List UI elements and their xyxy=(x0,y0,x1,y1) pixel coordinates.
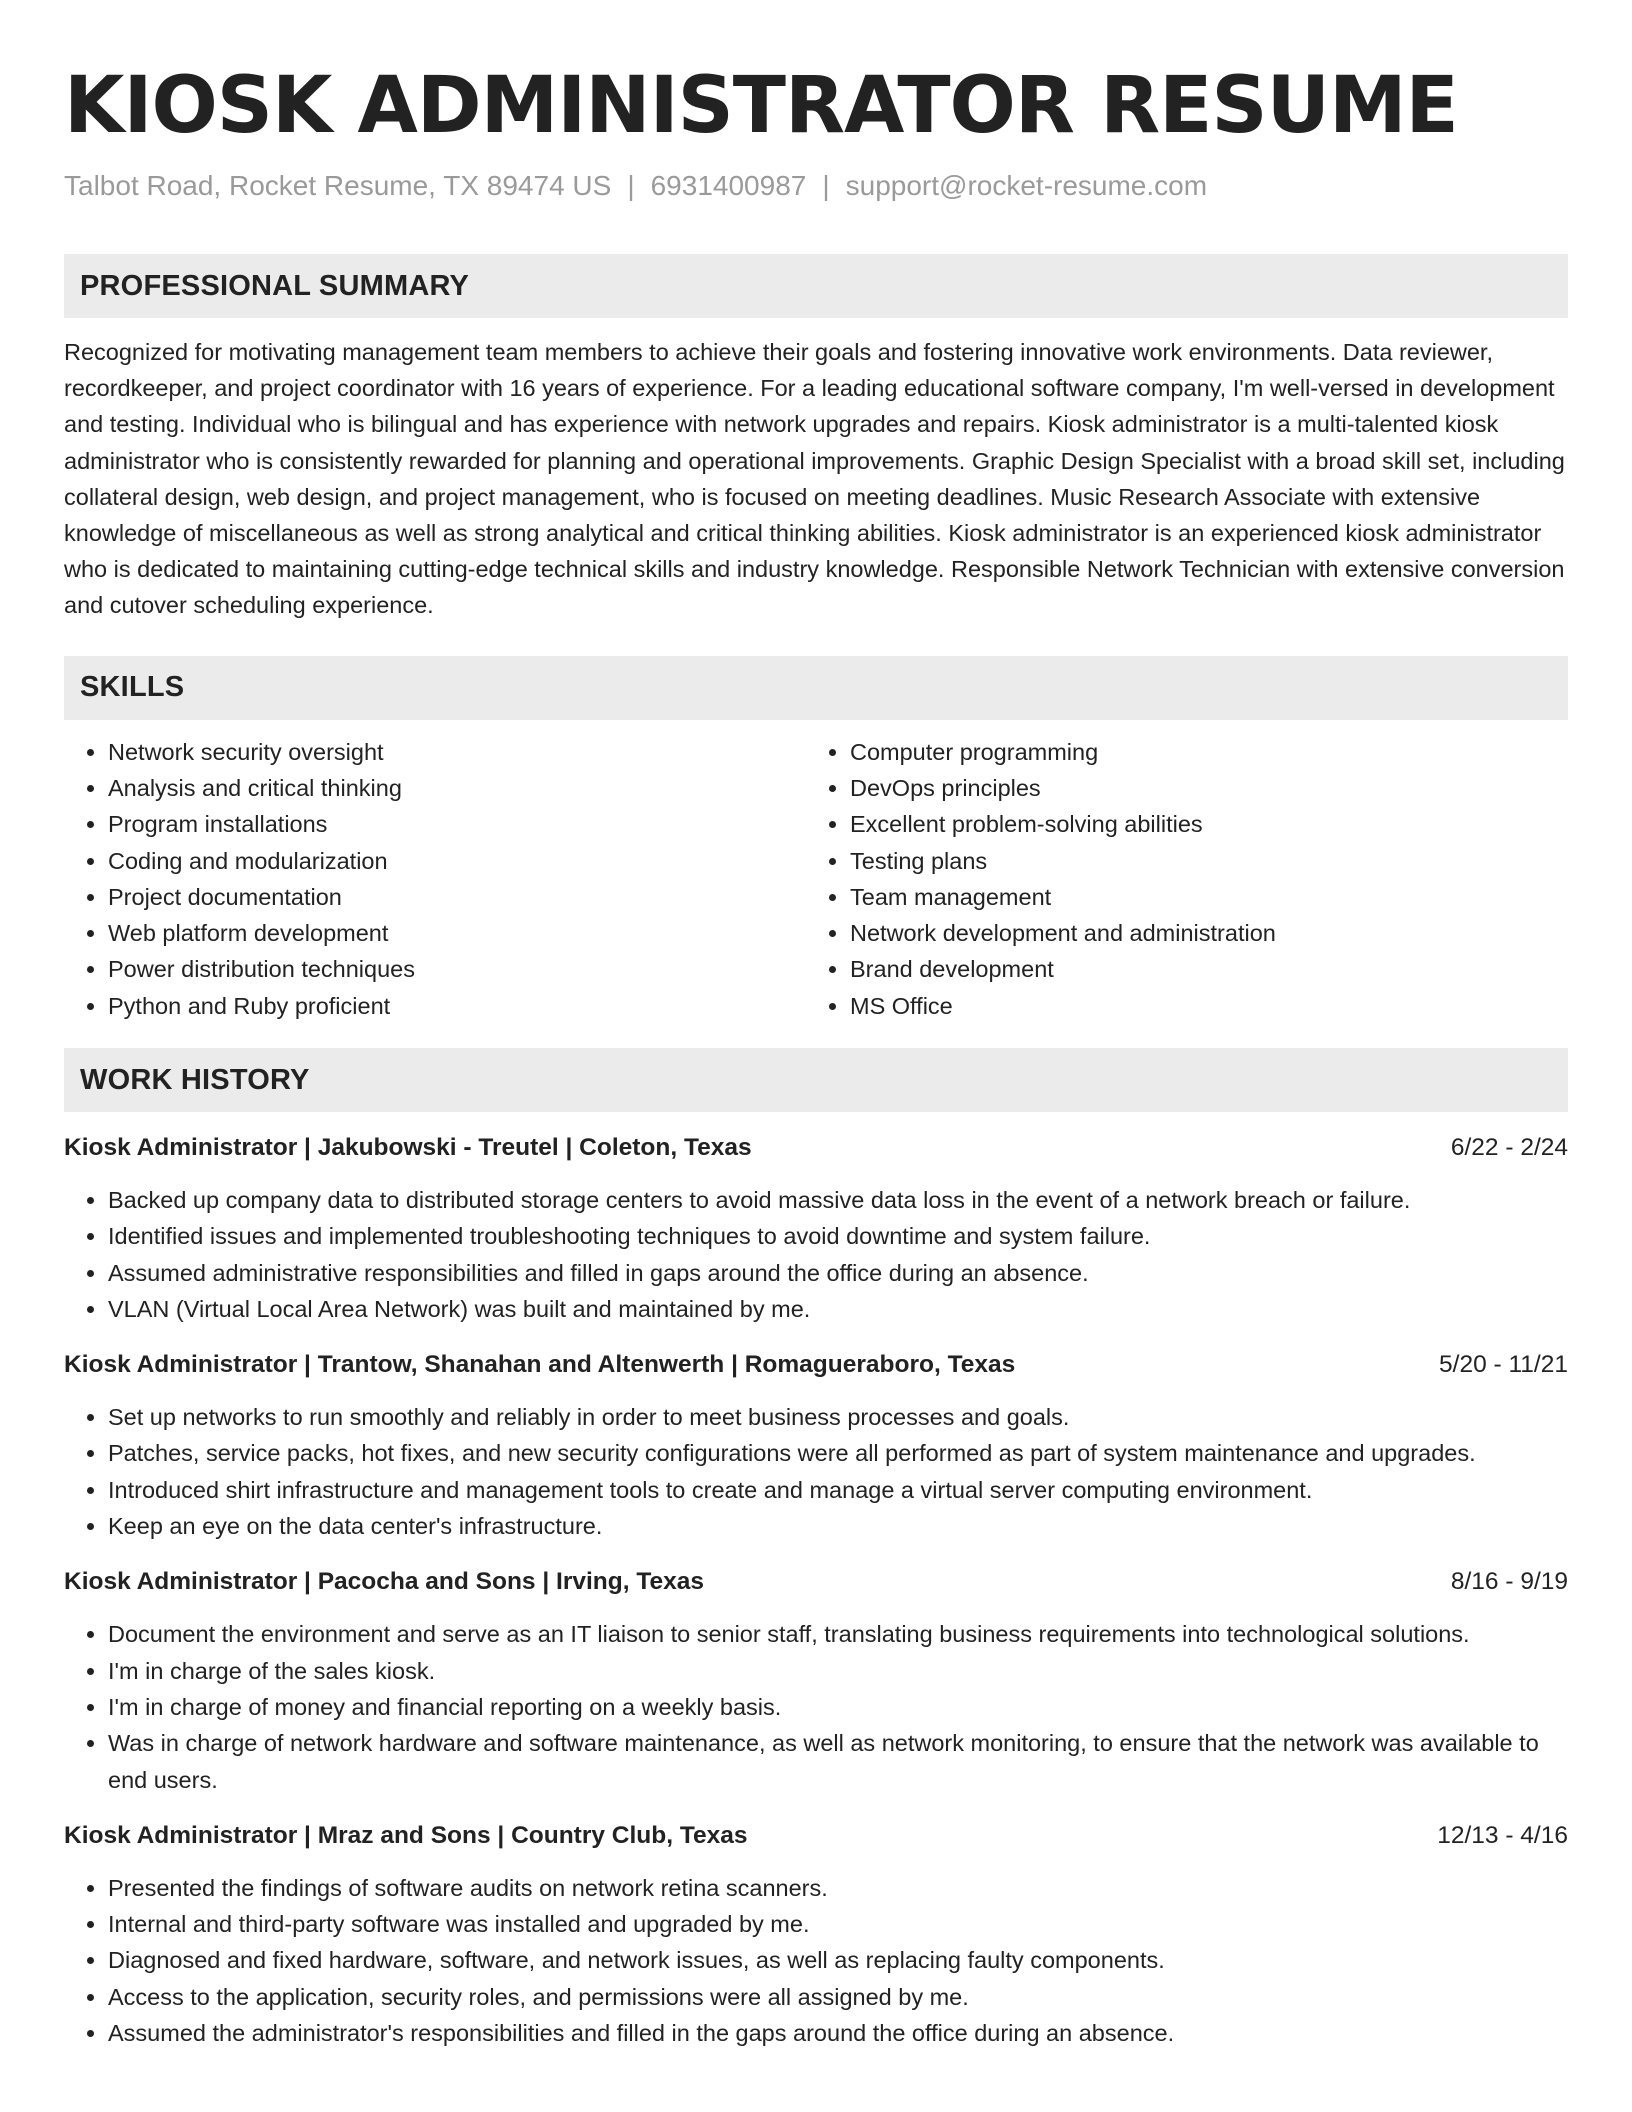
job-bullet: • Assumed the administrator's responsibilities and filled in the gaps around the office during an absence. xyxy=(108,2015,1568,2051)
summary-text: Recognized for motivating management team members to achieve their goals and fostering innovative work environments. Data reviewer, recordkeeper, and project coordinator with 16 years of experience. For a leading educational software company, I'm well-versed in development and testing. Individual who is bilingual and has experience with network upgrades and repairs. Kiosk administrator is a multi-talented kiosk administrator who is consistently rewarded for planning and operational improvements. Graphic Design Specialist with a broad skill set, including collateral design, web design, and project management, who is focused on meeting deadlines. Music Research Associate with extensive knowledge of miscellaneous as well as strong analytical and critical thinking abilities. Kiosk administrator is an experienced kiosk administrator who is dedicated to maintaining cutting-edge technical skills and industry knowledge. Responsible Network Technician with extensive conversion and cutover scheduling experience. xyxy=(64,339,1565,619)
skill-item: • Python and Ruby proficient xyxy=(108,988,806,1024)
job-header xyxy=(64,1564,1568,1600)
skill-item: • Power distribution techniques xyxy=(108,951,806,987)
job-bullet: • Introduced shirt infrastructure and management tools to create and manage a virtual server computing environment. xyxy=(108,1472,1568,1508)
job-bullet: • Was in charge of network hardware and software maintenance, as well as network monitoring, to ensure that the network was available to end users. xyxy=(108,1725,1568,1798)
skills-grid xyxy=(64,734,1568,1024)
job-entry xyxy=(64,1564,1568,1797)
resume-title: KIOSK ADMINISTRATOR RESUME xyxy=(64,61,1458,151)
job-bullet: • Assumed administrative responsibilities and filled in gaps around the office during an absence. xyxy=(108,1255,1568,1291)
skill-item: • Excellent problem-solving abilities xyxy=(850,806,1548,842)
job-bullet: • Access to the application, security roles, and permissions were all assigned by me. xyxy=(108,1979,1568,2015)
skill-item: • Program installations xyxy=(108,806,806,842)
job-bullet: • Diagnosed and fixed hardware, software, and network issues, as well as replacing faulty components. xyxy=(108,1942,1568,1978)
work-heading: WORK HISTORY xyxy=(80,1063,310,1096)
skill-item: • Coding and modularization xyxy=(108,843,806,879)
job-title: Kiosk Administrator | Trantow, Shanahan and Altenwerth | Romagueraboro, Texas xyxy=(64,1351,1016,1379)
job-dates: 5/20 - 11/21 xyxy=(1439,1351,1568,1379)
job-bullet: • Set up networks to run smoothly and reliably in order to meet business processes and goals. xyxy=(108,1399,1568,1435)
skill-item: • Web platform development xyxy=(108,915,806,951)
job-bullet: • VLAN (Virtual Local Area Network) was built and maintained by me. xyxy=(108,1291,1568,1327)
job-bullet: • Internal and third-party software was installed and upgraded by me. xyxy=(108,1906,1568,1942)
skills-column-right xyxy=(806,734,1548,1024)
job-title: Kiosk Administrator | Jakubowski - Treutel | Coleton, Texas xyxy=(64,1134,752,1161)
job-bullets xyxy=(64,1616,1568,1797)
job-bullet: • Presented the findings of software audits on network retina scanners. xyxy=(108,1870,1568,1906)
job-dates: 8/16 - 9/19 xyxy=(1450,1568,1568,1596)
summary-heading: PROFESSIONAL SUMMARY xyxy=(80,269,470,302)
job-dates: 6/22 - 2/24 xyxy=(1450,1134,1568,1161)
skills-heading: SKILLS xyxy=(80,671,185,704)
job-title: Kiosk Administrator | Mraz and Sons | Country Club, Texas xyxy=(64,1821,748,1849)
contact-email: support@rocket-resume.com xyxy=(845,170,1208,201)
job-entry xyxy=(64,1818,1568,2051)
skill-item: • Network development and administration xyxy=(850,915,1548,951)
skill-item: • Project documentation xyxy=(108,879,806,915)
job-bullets xyxy=(64,1399,1568,1544)
skill-item: • DevOps principles xyxy=(850,770,1548,806)
skill-item: • Network security oversight xyxy=(108,734,806,770)
summary-section-header xyxy=(64,254,1568,318)
skill-item: • Analysis and critical thinking xyxy=(108,770,806,806)
job-bullet: • Keep an eye on the data center's infrastructure. xyxy=(108,1508,1568,1544)
job-bullet: • Patches, service packs, hot fixes, and new security configurations were all performed as part of system maintenance and upgrades. xyxy=(108,1435,1568,1471)
contact-address: Talbot Road, Rocket Resume, TX 89474 US xyxy=(64,170,612,201)
job-entry xyxy=(64,1130,1568,1327)
job-entry xyxy=(64,1347,1568,1544)
contact-separator: | xyxy=(627,170,635,201)
skill-item: • Computer programming xyxy=(850,734,1548,770)
contact-phone: 6931400987 xyxy=(650,170,807,201)
skills-section-header xyxy=(64,656,1568,720)
skill-item: • Team management xyxy=(850,879,1548,915)
job-bullet: • Backed up company data to distributed storage centers to avoid massive data loss in the event of a network breach or failure. xyxy=(108,1182,1568,1218)
work-section-header xyxy=(64,1048,1568,1112)
job-bullet: • Document the environment and serve as an IT liaison to senior staff, translating business requirements into technological solutions. xyxy=(108,1616,1568,1652)
job-bullets xyxy=(64,1182,1568,1327)
job-header xyxy=(64,1130,1568,1166)
skill-item: • Brand development xyxy=(850,951,1548,987)
contact-separator: | xyxy=(822,170,830,201)
skills-column-left xyxy=(64,734,806,1024)
contact-line xyxy=(64,168,1568,204)
job-bullet: • Identified issues and implemented troubleshooting techniques to avoid downtime and system failure. xyxy=(108,1218,1568,1254)
job-bullet: • I'm in charge of money and financial reporting on a weekly basis. xyxy=(108,1689,1568,1725)
job-header xyxy=(64,1347,1568,1383)
job-dates: 12/13 - 4/16 xyxy=(1437,1821,1568,1849)
skill-item: • MS Office xyxy=(850,988,1548,1024)
job-bullet: • I'm in charge of the sales kiosk. xyxy=(108,1653,1568,1689)
job-bullets xyxy=(64,1870,1568,2051)
job-title: Kiosk Administrator | Pacocha and Sons | Irving, Texas xyxy=(64,1568,704,1596)
skill-item: • Testing plans xyxy=(850,843,1548,879)
job-header xyxy=(64,1818,1568,1854)
